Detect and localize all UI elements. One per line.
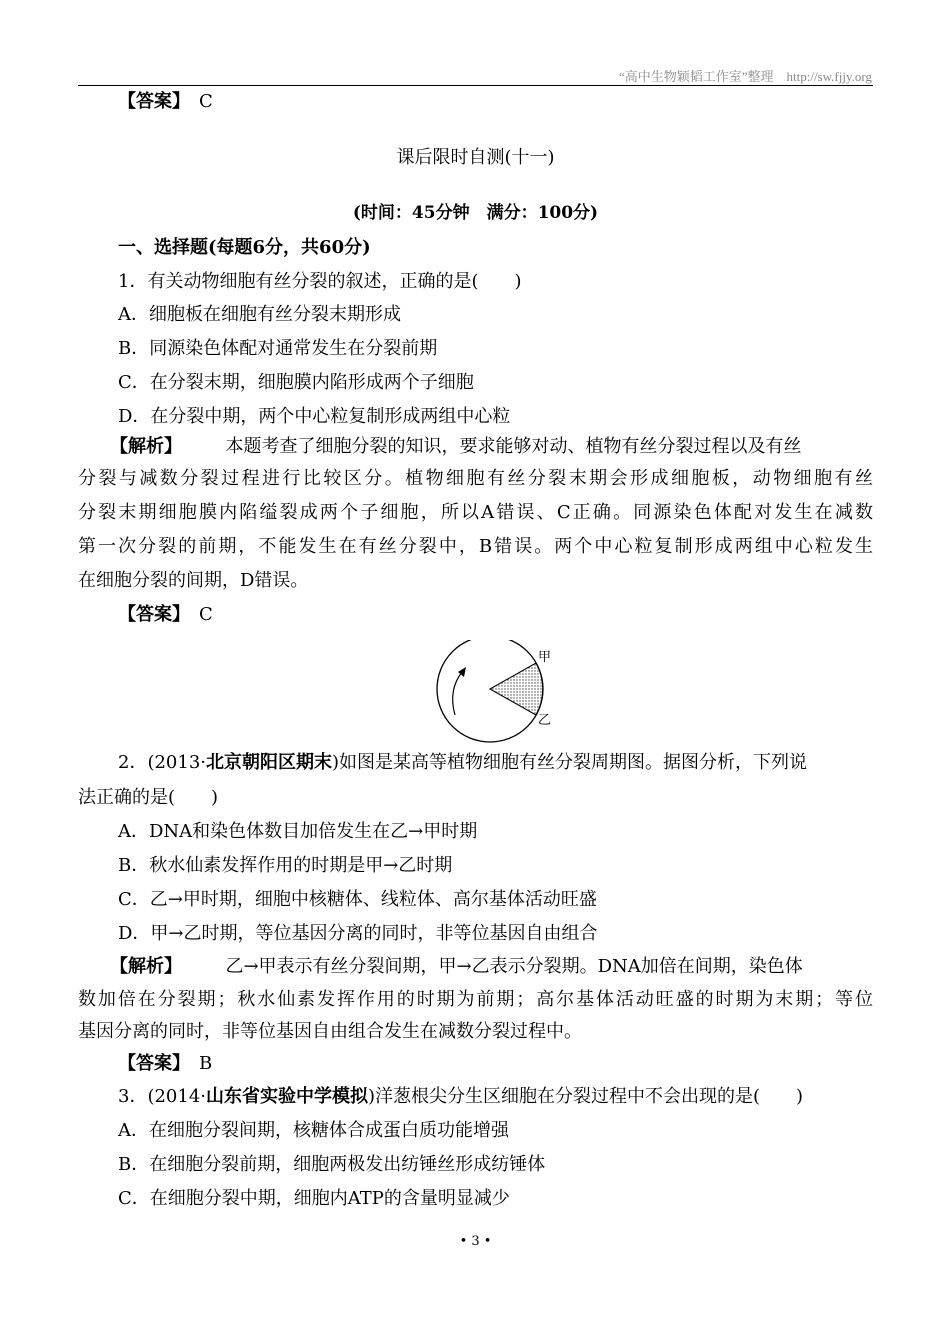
q1-option-a: A．细胞板在细胞有丝分裂末期形成	[118, 304, 401, 325]
q3-stem-rest: )洋葱根尖分生区细胞在分裂过程中不会出现的是( )	[368, 1086, 804, 1107]
answer-label: 【答案】	[118, 604, 181, 625]
q2-stem	[118, 751, 807, 775]
analysis-label: 【解析】	[110, 436, 182, 457]
q3-source: 山东省实验中学模拟	[206, 1086, 369, 1107]
q2-source: 北京朝阳区期末	[206, 752, 333, 773]
q2-stem-line2: 法正确的是( )	[78, 787, 219, 808]
q1-analysis-line: 第一次分裂的前期，不能发生在有丝分裂中，B错误。两个中心粒复制形成两组中心粒发生	[78, 536, 873, 557]
label-jia: 甲	[538, 650, 552, 665]
answer-value: C	[199, 91, 213, 112]
q2-analysis-first	[110, 955, 803, 979]
cell-cycle-figure	[426, 640, 566, 750]
part-heading: 一、选择题(每题6分，共60分)	[118, 237, 371, 258]
section-title: 课后限时自测(十一)	[396, 147, 555, 168]
q2-analysis-line: 基因分离的同时，非等位基因自由组合发生在减数分裂过程中。	[78, 1021, 582, 1042]
q3-option-a: A．在细胞分裂间期，核糖体合成蛋白质功能增强	[118, 1120, 509, 1141]
q2-option-c: C．乙→甲时期，细胞中核糖体、线粒体、高尔基体活动旺盛	[118, 889, 597, 910]
q2-option-d: D．甲→乙时期，等位基因分离的同时，非等位基因自由组合	[118, 923, 598, 944]
q3-option-b: B．在细胞分裂前期，细胞两极发出纺锤丝形成纺锤体	[118, 1154, 546, 1175]
q2-option-b: B．秋水仙素发挥作用的时期是甲→乙时期	[118, 855, 453, 876]
answer-value: C	[199, 604, 213, 625]
analysis-text: 本题考查了细胞分裂的知识，要求能够对动、植物有丝分裂过程以及有丝	[225, 436, 802, 457]
header-rule	[78, 85, 873, 86]
analysis-label: 【解析】	[110, 956, 182, 977]
q1-answer	[118, 603, 213, 627]
q3-stem-prefix: 3．(2014·	[118, 1086, 207, 1107]
page-number: • 3 •	[459, 1234, 492, 1249]
q2-option-a: A．DNA和染色体数目加倍发生在乙→甲时期	[118, 821, 478, 842]
q1-option-d: D．在分裂中期，两个中心粒复制形成两组中心粒	[118, 406, 511, 427]
page-header: “高中生物颖韬工作室”整理 http://sw.fjjy.org	[618, 69, 872, 84]
direction-arrow	[453, 672, 462, 715]
q1-option-c: C．在分裂末期，细胞膜内陷形成两个子细胞	[118, 372, 474, 393]
q2-stem-rest: )如图是某高等植物细胞有丝分裂周期图。据图分析，下列说	[332, 752, 808, 773]
q2-stem-prefix: 2．(2013·	[118, 752, 207, 773]
q1-option-b: B．同源染色体配对通常发生在分裂前期	[118, 338, 438, 359]
analysis-text: 乙→甲表示有丝分裂间期，甲→乙表示分裂期。DNA加倍在间期，染色体	[225, 956, 803, 977]
answer-label: 【答案】	[118, 1053, 181, 1074]
q2-analysis-line: 数加倍在分裂期；秋水仙素发挥作用的时期为前期；高尔基体活动旺盛的时期为末期；等位	[78, 989, 873, 1010]
q1-stem: 1．有关动物细胞有丝分裂的叙述，正确的是( )	[118, 271, 522, 292]
q2-answer	[118, 1052, 212, 1076]
q1-analysis-first	[110, 435, 801, 459]
shaded-sector	[490, 663, 543, 715]
q1-analysis-line: 分裂末期细胞膜内陷缢裂成两个子细胞，所以A错误、C正确。同源染色体配对发生在减数	[78, 502, 873, 523]
section-meta: (时间：45分钟 满分：100分)	[352, 203, 599, 223]
q1-analysis-line: 分裂与减数分裂过程进行比较区分。植物细胞有丝分裂末期会形成细胞板，动物细胞有丝	[78, 468, 873, 489]
label-yi: 乙	[538, 713, 552, 728]
q1-analysis-line: 在细胞分裂的间期，D错误。	[78, 570, 309, 591]
q3-stem	[118, 1085, 803, 1109]
previous-answer	[118, 90, 213, 114]
answer-label: 【答案】	[118, 91, 181, 112]
answer-value: B	[199, 1053, 213, 1074]
q3-option-c: C．在细胞分裂中期，细胞内ATP的含量明显减少	[118, 1188, 510, 1209]
